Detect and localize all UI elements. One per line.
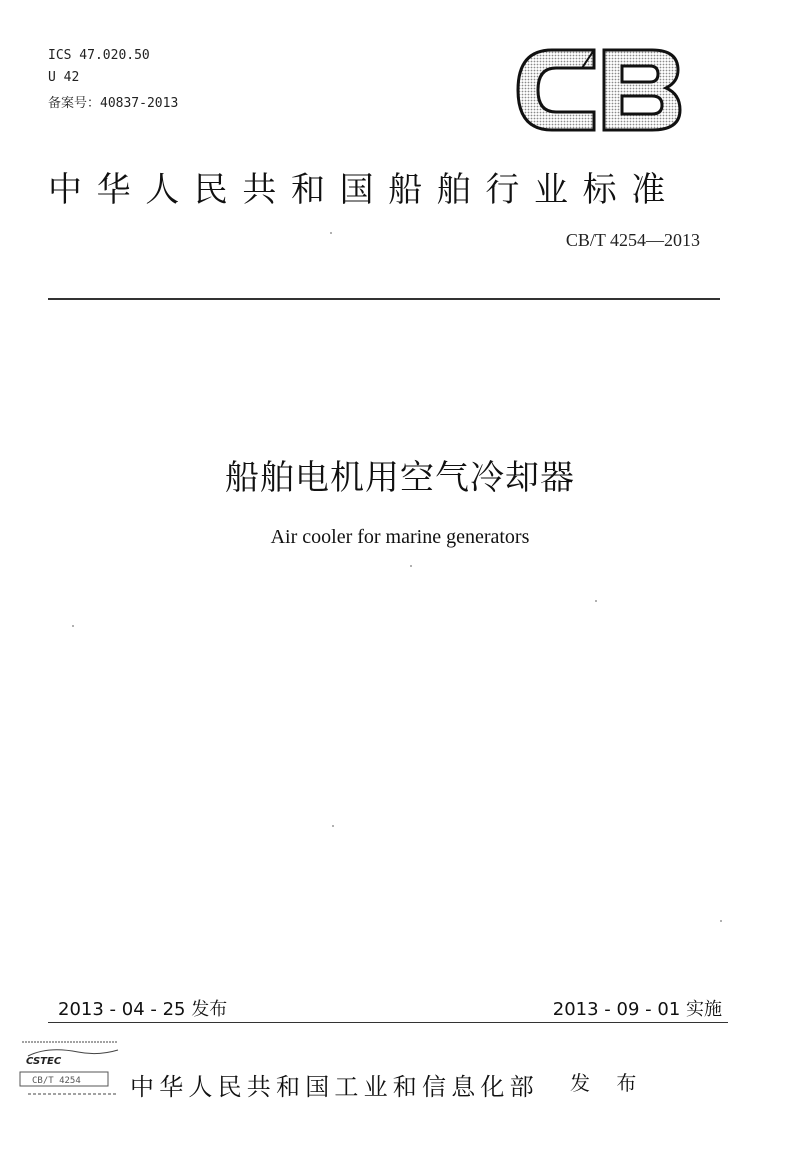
scan-speck [595,600,597,602]
issue-action: 发 布 [570,1071,647,1095]
category-code: U 42 [48,70,80,85]
publish-date: 2013 - 04 - 25 发布 [58,999,228,1020]
footer-divider [48,1022,728,1023]
scan-speck [72,625,74,627]
scan-speck [330,232,332,234]
distributor-stamp [18,1038,128,1100]
ics-code: ICS 47.020.50 [48,48,150,63]
scan-speck [410,565,412,567]
implementation-date: 2013 - 09 - 01 实施 [552,999,722,1020]
stamp-line1: CSTEC [26,1056,62,1067]
header-divider [48,298,720,300]
logo-letter-b [604,50,680,130]
document-title-english: Air cooler for marine generators [270,526,530,548]
scan-speck [332,825,334,827]
stamp-line2: CB/T 4254 [32,1076,81,1086]
standard-number: CB/T 4254—2013 [565,230,700,250]
cb-logo [512,42,684,138]
logo-letter-c [518,50,594,130]
document-title-chinese: 船舶电机用空气冷却器 [225,458,575,498]
organization-title: 中华人民共和国船舶行业标准 [48,170,680,210]
issuing-authority: 中华人民共和国工业和信息化部 [130,1073,539,1101]
scan-speck [720,920,722,922]
filing-number: 备案号：40837-2013 [48,96,179,111]
